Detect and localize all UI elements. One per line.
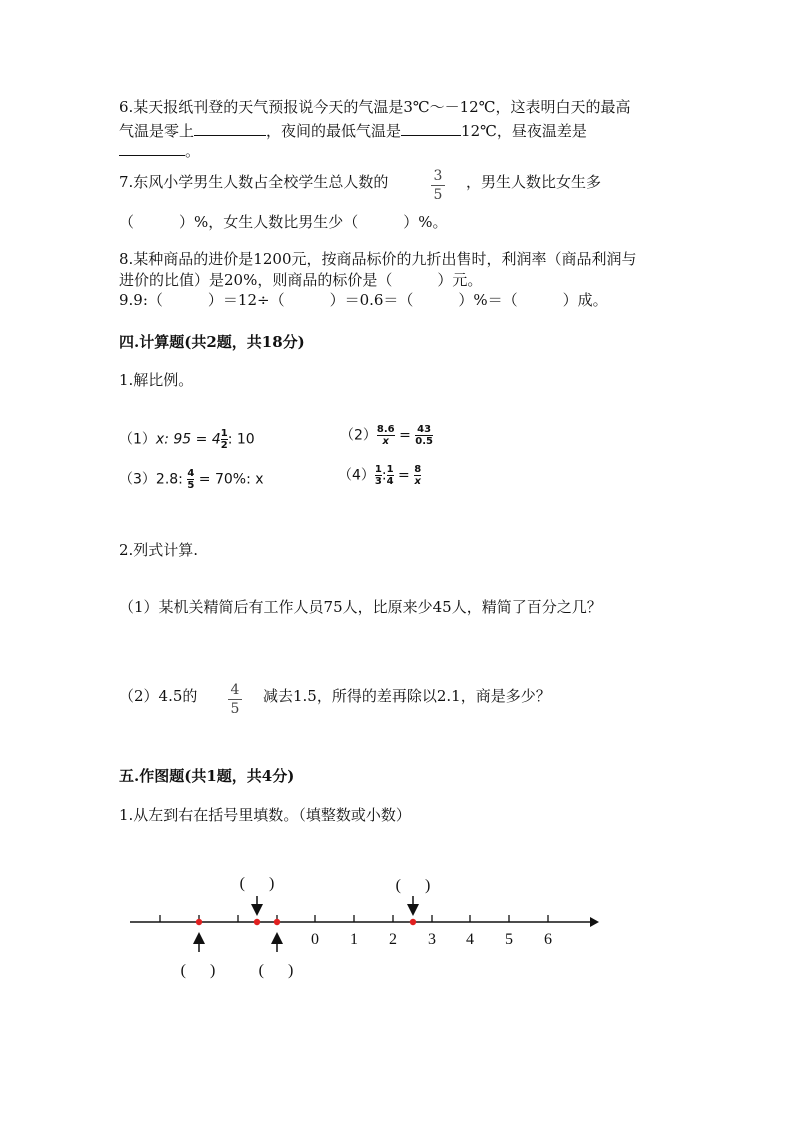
point-d xyxy=(410,919,416,925)
eq1-right: : 10 xyxy=(227,431,255,448)
eq1-label: （1） xyxy=(119,431,156,448)
section5-q1-title: 1.从左到右在括号里填数。（填整数或小数） xyxy=(119,806,411,824)
eq1-frac-num: 1 xyxy=(220,428,228,439)
eq4-fraction-a xyxy=(375,464,382,487)
eq4-colon: : xyxy=(381,467,387,484)
tick-label-0: 0 xyxy=(311,931,319,948)
tick-label-2: 2 xyxy=(389,931,397,948)
eq2-right-den: 0.5 xyxy=(415,436,433,447)
eq3-right: = 70%: x xyxy=(194,471,264,488)
q6-text-c: 12℃，昼夜温差是 xyxy=(461,122,587,140)
eq4-b-den: 4 xyxy=(386,476,394,487)
eq1-frac-den: 2 xyxy=(220,440,228,451)
section4-q2-2a: （2）4.5的 xyxy=(119,687,198,705)
q6-blank-3[interactable] xyxy=(119,140,185,156)
q6-blank-1[interactable] xyxy=(194,120,266,136)
q6-line1: 6.某天报纸刊登的天气预报说今天的气温是3℃～－12℃，这表明白天的最高 xyxy=(119,98,631,116)
eq2-left-num: 8.6 xyxy=(376,424,395,435)
tick-label-5: 5 xyxy=(505,931,513,948)
equation-3 xyxy=(119,468,264,491)
q8-line1: 8.某种商品的进价是1200元，按商品标价的九折出售时，利润率（商品利润与 xyxy=(119,250,637,268)
section4-q2-2b: 减去1.5，所得的差再除以2.1，商是多少？ xyxy=(263,687,551,705)
q9-line: 9.9:（ ）＝12÷（ ）＝0.6＝（ ）%＝（ ）成。 xyxy=(119,291,608,309)
eq3-label: （3） xyxy=(119,471,156,488)
eq1-fraction xyxy=(221,428,228,451)
point-a xyxy=(196,919,202,925)
eq4-label: （4） xyxy=(338,467,375,484)
answer-paren-top-2[interactable]: ( ) xyxy=(395,877,431,894)
q8-line2: 进价的比值）是20%，则商品的标价是（ ）元。 xyxy=(119,271,483,289)
q6-blank-2[interactable] xyxy=(401,120,461,136)
axis-arrow-icon xyxy=(590,917,599,927)
equation-1 xyxy=(119,428,255,451)
q6-line2 xyxy=(119,120,587,141)
q2-2-fraction xyxy=(228,682,242,717)
q7-frac-num: 3 xyxy=(433,168,443,184)
eq4-a-num: 1 xyxy=(374,464,382,475)
point-b xyxy=(254,919,260,925)
tick-label-4: 4 xyxy=(466,931,474,948)
q6-line3 xyxy=(119,140,200,161)
tick-label-6: 6 xyxy=(544,931,552,948)
q7-line1b: ，男生人数比女生多 xyxy=(466,173,602,191)
eq2-left-den: x xyxy=(382,436,389,447)
q7-line1a: 7.东风小学男生人数占全校学生总人数的 xyxy=(119,173,389,191)
q2-2-frac-den: 5 xyxy=(230,701,240,717)
q7-line2: （ ）%，女生人数比男生少（ ）%。 xyxy=(119,213,448,231)
answer-paren-bottom-2[interactable]: ( ) xyxy=(258,962,294,979)
eq4-c-num: 8 xyxy=(414,464,422,475)
tick-label-3: 3 xyxy=(428,931,436,948)
eq3-frac-den: 5 xyxy=(187,480,195,491)
section4-title: 四.计算题(共2题，共18分) xyxy=(119,333,305,351)
eq2-right-fraction xyxy=(415,424,433,447)
eq4-c-den: x xyxy=(414,476,421,487)
eq2-equals: = xyxy=(394,427,416,444)
equation-4 xyxy=(338,464,421,487)
section5-title: 五.作图题(共1题，共4分) xyxy=(119,767,295,785)
section4-q1-title: 1.解比例。 xyxy=(119,371,194,389)
equation-2 xyxy=(340,424,433,447)
answer-paren-top-1[interactable]: ( ) xyxy=(239,875,275,892)
q6-text-b: ，夜间的最低气温是 xyxy=(266,122,402,140)
eq4-equals: = xyxy=(393,467,415,484)
tick-marks xyxy=(160,915,548,922)
eq4-fraction-b xyxy=(387,464,394,487)
point-c xyxy=(274,919,280,925)
eq4-fraction-c xyxy=(414,464,421,487)
tick-label-1: 1 xyxy=(350,931,358,948)
answer-paren-bottom-1[interactable]: ( ) xyxy=(180,962,216,979)
number-line xyxy=(0,860,794,990)
eq3-left: 2.8: xyxy=(155,471,188,488)
eq2-label: （2） xyxy=(340,427,377,444)
q6-text-a: 气温是零上 xyxy=(119,122,195,140)
q6-end: 。 xyxy=(185,142,201,160)
q7-frac-den: 5 xyxy=(433,187,443,203)
eq4-a-den: 3 xyxy=(374,476,382,487)
eq1-left: x: 95 = 4 xyxy=(155,431,221,448)
section4-q2-title: 2.列式计算. xyxy=(119,541,199,559)
q2-2-frac-num: 4 xyxy=(230,682,240,698)
q7-fraction xyxy=(431,168,445,203)
eq2-right-num: 43 xyxy=(417,424,432,435)
eq3-frac-num: 4 xyxy=(187,468,195,479)
q7-frac-bar xyxy=(431,185,445,186)
eq4-b-num: 1 xyxy=(386,464,394,475)
q2-2-frac-bar xyxy=(228,699,242,700)
eq2-left-fraction xyxy=(377,424,395,447)
section4-q2-1: （1）某机关精简后有工作人员75人，比原来少45人，精简了百分之几？ xyxy=(119,598,602,616)
